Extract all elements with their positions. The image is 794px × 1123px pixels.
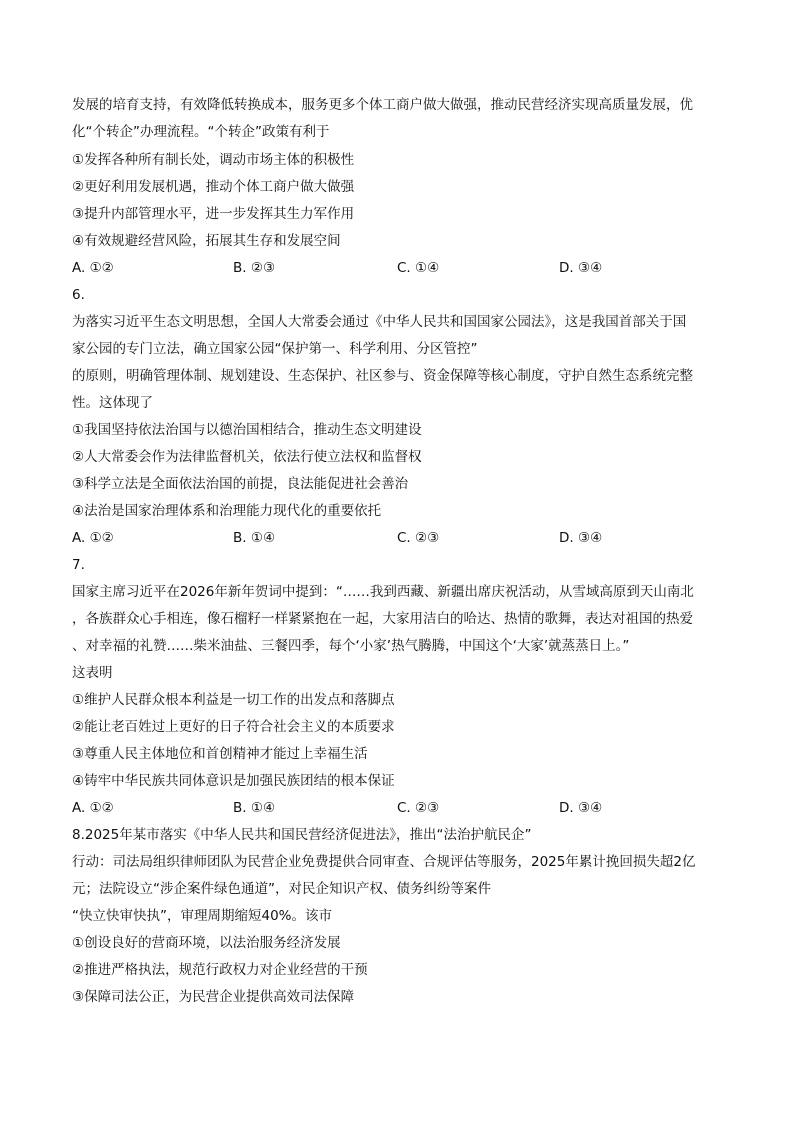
q6-item-4: ④法治是国家治理体系和治理能力现代化的重要依托 — [72, 503, 382, 519]
q7-item-1: ①维护人民群众根本利益是一切工作的出发点和落脚点 — [72, 692, 395, 708]
q5-option-c[interactable]: C. ①④ — [397, 260, 440, 276]
q6-option-a[interactable]: A. ①② — [72, 530, 114, 546]
q5-option-b[interactable]: B. ②③ — [233, 260, 276, 276]
q6-item-2: ②人大常委会作为法律监督机关，依法行使立法权和监督权 — [72, 449, 422, 465]
q7-stem-line-1: 国家主席习近平在2026年新年贺词中提到：“……我到西藏、新疆出席庆祝活动，从雪域高原到天山南北 — [72, 584, 694, 600]
q8-item-1: ①创设良好的营商环境，以法治服务经济发展 — [72, 935, 341, 951]
q8-stem-line-2: 行动：司法局组织律师团队为民营企业免费提供合同审查、合规评估等服务，2025年累计挽回损失超2亿 — [72, 854, 696, 870]
q5-options — [72, 258, 732, 278]
q5-stem-line-1: 发展的培育支持，有效降低转换成本，服务更多个体工商户做大做强，推动民营经济实现高质量发展，优 — [72, 97, 693, 113]
q5-option-a[interactable]: A. ①② — [72, 260, 114, 276]
q6-item-1: ①我国坚持依法治国与以德治国相结合，推动生态文明建设 — [72, 422, 422, 438]
q7-stem-line-4: 这表明 — [72, 665, 113, 681]
q8-item-2: ②推进严格执法，规范行政权力对企业经营的干预 — [72, 962, 368, 978]
q6-stem-line-2: 家公园的专门立法，确立国家公园“保护第一、科学利用、分区管控” — [72, 341, 478, 357]
q7-stem-line-3: 、对幸福的礼赞……柴米油盐、三餐四季，每个‘小家’热气腾腾，中国这个‘大家’就蒸蒸日上。” — [72, 638, 630, 654]
q7-item-3: ③尊重人民主体地位和首创精神才能过上幸福生活 — [72, 746, 368, 762]
q5-item-4: ④有效规避经营风险，拓展其生存和发展空间 — [72, 233, 341, 249]
q7-item-4: ④铸牢中华民族共同体意识是加强民族团结的根本保证 — [72, 773, 395, 789]
q8-item-3: ③保障司法公正，为民营企业提供高效司法保障 — [72, 989, 355, 1005]
q5-item-2: ②更好利用发展机遇，推动个体工商户做大做强 — [72, 179, 355, 195]
q6-stem-line-3: 的原则，明确管理体制、规划建设、生态保护、社区参与、资金保障等核心制度，守护自然生态系统完整 — [72, 368, 693, 384]
q6-option-d[interactable]: D. ③④ — [559, 530, 603, 546]
q7-option-d[interactable]: D. ③④ — [559, 800, 603, 816]
q7-option-a[interactable]: A. ①② — [72, 800, 114, 816]
q5-item-1: ①发挥各种所有制长处，调动市场主体的积极性 — [72, 152, 355, 168]
q5-item-3: ③提升内部管理水平，进一步发挥其生力军作用 — [72, 206, 355, 222]
q6-options — [72, 528, 732, 548]
q7-number: 7. — [72, 557, 85, 573]
q8-stem-line-3: 元；法院设立“涉企案件绿色通道”，对民企知识产权、债务纠纷等案件 — [72, 881, 491, 897]
q6-stem-line-1: 为落实习近平生态文明思想，全国人大常委会通过《中华人民共和国国家公园法》，这是我国首部关于国 — [72, 314, 687, 330]
q6-stem-line-4: 性。这体现了 — [72, 395, 153, 411]
q7-item-2: ②能让老百姓过上更好的日子符合社会主义的本质要求 — [72, 719, 395, 735]
q6-option-b[interactable]: B. ①④ — [233, 530, 276, 546]
q6-number: 6. — [72, 287, 85, 303]
q7-options — [72, 798, 732, 818]
q5-stem-line-2: 化“个转企”办理流程。“个转企”政策有利于 — [72, 124, 330, 140]
q7-option-b[interactable]: B. ①④ — [233, 800, 276, 816]
q5-option-d[interactable]: D. ③④ — [559, 260, 603, 276]
q8-stem-line-1: 8.2025年某市落实《中华人民共和国民营经济促进法》，推出“法治护航民企” — [72, 827, 532, 843]
q6-item-3: ③科学立法是全面依法治国的前提，良法能促进社会善治 — [72, 476, 409, 492]
q8-stem-line-4: “快立快审快执”，审理周期缩短40%。该市 — [72, 908, 332, 924]
q7-option-c[interactable]: C. ②③ — [397, 800, 440, 816]
q7-stem-line-2: ，各族群众心手相连，像石榴籽一样紧紧抱在一起，大家用洁白的哈达、热情的歌舞，表达对祖国的热爱 — [72, 611, 693, 627]
q6-option-c[interactable]: C. ②③ — [397, 530, 440, 546]
